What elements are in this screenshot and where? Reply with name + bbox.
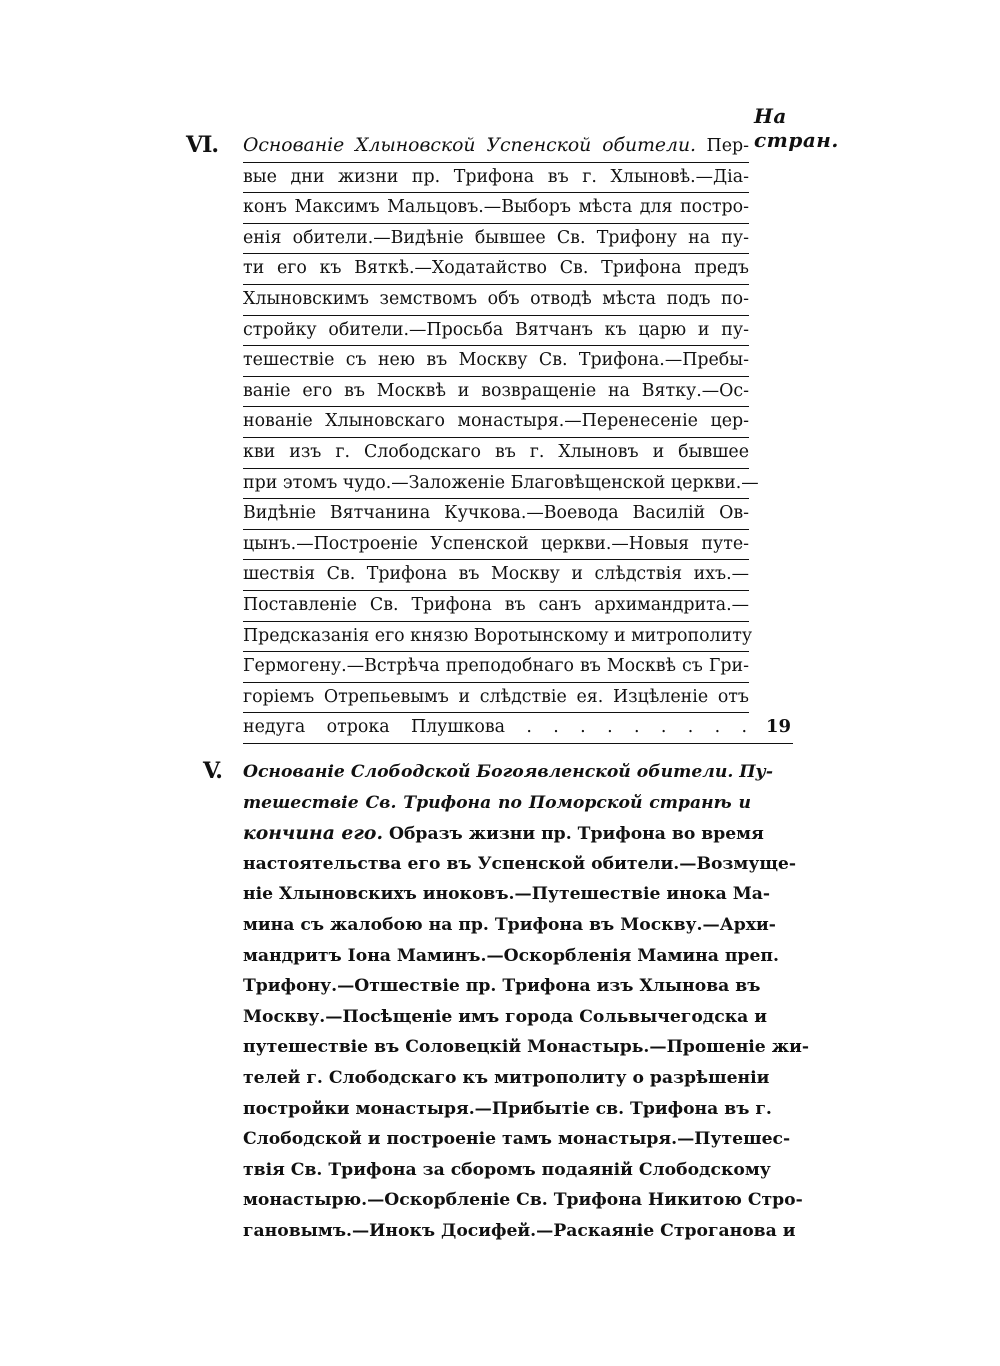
dot-leader: . . . . . . . . . [526,717,747,738]
leader-line [243,713,747,741]
section-vi-title: Основаніе Хлыновской Успенской обители. [243,135,697,156]
text-line: Слободской и построеніе тамъ монастыря.—Путешес- [243,1129,791,1150]
text-line: мина съ жалобою на пр. Трифона въ Москву.—Архи- [243,914,776,935]
text-line: Гермогену.—Встрѣча преподобнаго въ Москвѣ съ Гри- [243,652,749,683]
text-line: при этомъ чудо.—Заложеніе Благовѣщенской церкви.— [243,469,749,500]
text-line: енія обители.—Видѣніе бывшее Св. Трифону на пу- [243,224,749,255]
page-reference: 19 [765,716,791,738]
text-line: Трифону.—Отшествіе пр. Трифона изъ Хлынова въ [243,976,761,997]
text-line: нованіе Хлыновскаго монастыря.—Перенесеніе цер- [243,407,749,438]
section-vi-last-line [243,713,793,744]
text-line: Москву.—Посѣщеніе имъ города Сольвычегодска и [243,1006,768,1027]
text-line: вые дни жизни пр. Трифона въ г. Хлыновѣ.—Діа- [243,163,749,194]
section-v-title-line: тешествіе Св. Трифона по Поморской странѣ и [243,792,751,813]
text-line: Видѣніе Вятчанина Кучкова.—Воевода Василій Ов- [243,499,749,530]
section-vi-text [243,132,793,744]
text-line: постройки монастыря.—Прибытіе св. Трифона въ г. [243,1098,772,1119]
text-line: монастырю.—Оскорбленіе Св. Трифона Никитою Стро- [243,1190,803,1211]
section-v-title-end: кончина его. [243,822,383,845]
text-line: конъ Максимъ Мальцовъ.—Выборъ мѣста для постро- [243,193,749,224]
text-line: настоятельства его въ Успенской обители.—Возмуще- [243,853,797,874]
text-line: Поставленіе Св. Трифона въ санъ архимандрита.— [243,591,749,622]
text-line: горіемъ Отрепьевымъ и слѣдствіе ея. Изцѣленіе отъ [243,683,749,714]
text-line: стройку обители.—Просьба Вятчанъ къ царю и пу- [243,316,749,347]
text-line: шествія Св. Трифона въ Москву и слѣдствія ихъ.— [243,560,749,591]
text-line: мандритъ Іона Маминъ.—Оскорбленія Мамина преп. [243,945,779,966]
text-line: цынъ.—Построеніе Успенской церкви.—Новыя путе- [243,530,749,561]
text-line: твія Св. Трифона за сборомъ подаяній Слободскому [243,1159,771,1180]
page-column-label: На стран. [754,104,839,152]
text-line: телей г. Слободскаго къ митрополиту о разрѣшеніи [243,1067,770,1088]
section-vi-title-tail: Пер- [706,136,749,156]
section-v-title-line: Основаніе Слободской Богоявленской обители. Пу- [243,762,773,782]
text-line: ти его къ Вяткѣ.—Ходатайство Св. Трифона предъ [243,254,749,285]
section-v-title-end-tail: Образъ жизни пр. Трифона во время [388,824,764,845]
section-numeral-v: V. [203,758,222,784]
text-line: тешествіе съ нею въ Москву Св. Трифона.—Пребы- [243,346,749,377]
section-v-title-end-line [243,819,764,850]
section-v-text [243,758,809,1248]
text-line: путешествіе въ Соловецкій Монастырь.—Прошеніе жи- [243,1037,809,1058]
section-vi-title-line [243,132,749,163]
text-line: гановымъ.—Инокъ Досифей.—Раскаяніе Строганова и [243,1220,796,1241]
section-numeral-vi: VI. [186,132,219,158]
text-line: кви изъ г. Слободскаго въ г. Хлыновъ и бывшее [243,438,749,469]
section-vi-last-text: недуга отрока Плушкова [243,717,506,738]
text-line: Предсказанія его князю Воротынскому и митрополиту [243,622,749,653]
text-line: ваніе его въ Москвѣ и возвращеніе на Вятку.—Ос- [243,377,749,408]
text-line: Хлыновскимъ земствомъ объ отводѣ мѣста подъ по- [243,285,749,316]
text-line: ніе Хлыновскихъ иноковъ.—Путешествіе инока Ма- [243,884,771,905]
